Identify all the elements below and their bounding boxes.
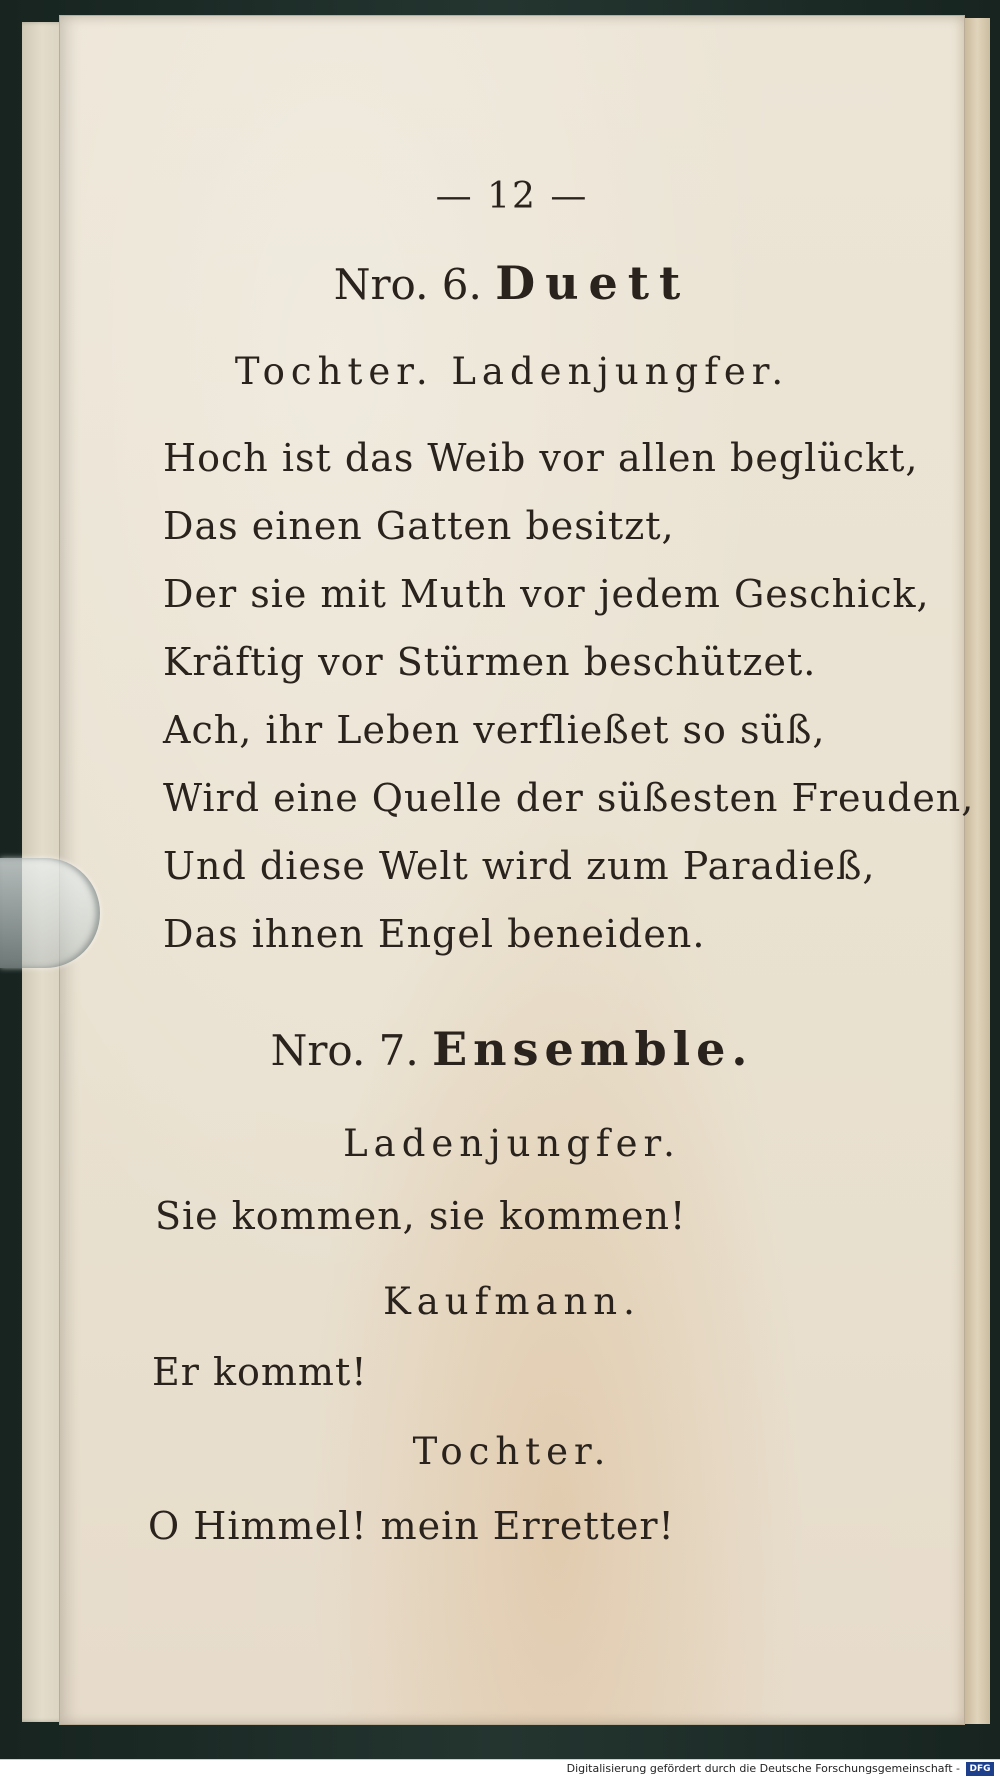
page-number: — 12 — — [435, 176, 589, 217]
digitization-footer — [0, 1759, 1000, 1778]
book-page — [60, 16, 975, 1724]
section-7-title: Ensemble. — [432, 1022, 754, 1076]
section-6-roles: Tochter. Ladenjungfer. — [234, 350, 790, 393]
section-7-number: Nro. 7. — [270, 1026, 419, 1075]
verse-line: Das einen Gatten besitzt, — [163, 504, 675, 548]
dialogue-line: O Himmel! mein Erretter! — [148, 1504, 675, 1548]
verse-line: Das ihnen Engel beneiden. — [163, 912, 706, 956]
section-6-heading — [60, 256, 964, 310]
verse-line: Und diese Welt wird zum Paradieß, — [163, 844, 876, 888]
speaker-label: Kaufmann. — [383, 1280, 641, 1323]
speaker-label: Tochter. — [412, 1430, 612, 1473]
section-6-title: Duett — [495, 256, 691, 310]
verse-line: Hoch ist das Weib vor allen beglückt, — [163, 436, 919, 480]
verse-line: Wird eine Quelle der süßesten Freuden, — [163, 776, 975, 820]
dialogue-line: Sie kommen, sie kommen! — [155, 1194, 687, 1238]
dfg-logo: DFG — [966, 1762, 994, 1776]
dialogue-line: Er kommt! — [152, 1350, 368, 1394]
section-7-heading — [60, 1022, 964, 1076]
verse-line: Kräftig vor Stürmen beschützet. — [163, 640, 817, 684]
verse-line: Der sie mit Muth vor jedem Geschick, — [163, 572, 930, 616]
section-6-number: Nro. 6. — [333, 260, 482, 309]
footer-credit: Digitalisierung gefördert durch die Deutsche Forschungsgemeinschaft - — [566, 1762, 960, 1775]
verse-line: Ach, ihr Leben verfließet so süß, — [163, 708, 826, 752]
speaker-label: Ladenjungfer. — [343, 1122, 681, 1165]
